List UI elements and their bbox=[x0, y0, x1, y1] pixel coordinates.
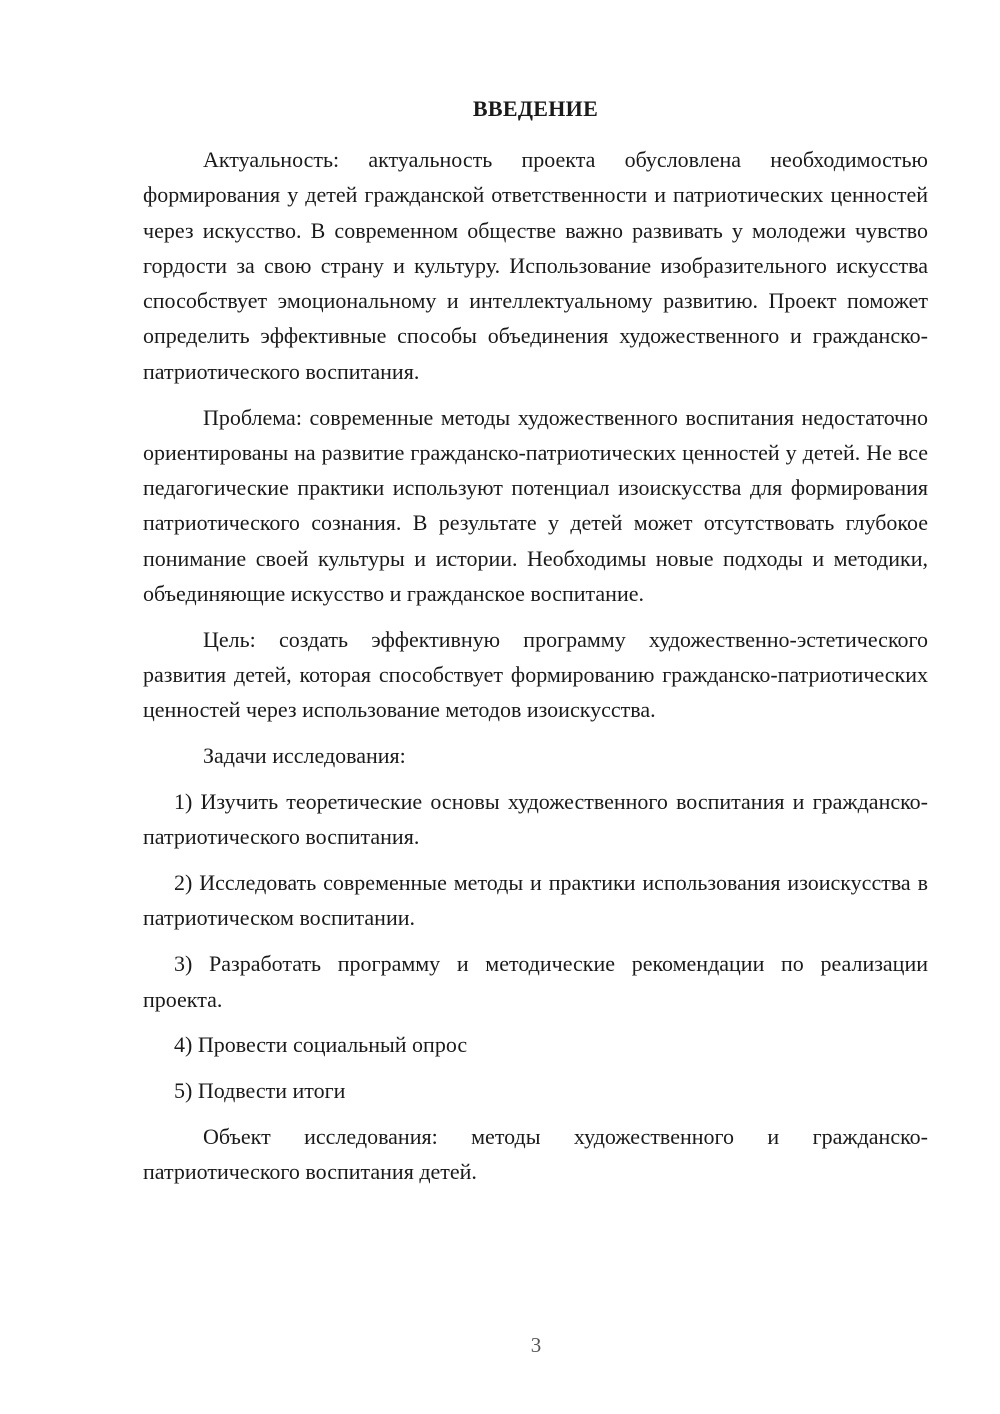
task-item-1: 1) Изучить теоретические основы художественного воспитания и гражданско-патриотического воспитания. bbox=[143, 789, 928, 850]
problem-paragraph: Проблема: современные методы художественного воспитания недостаточно ориентированы на развитие гражданско-патриотических ценностей у детей. Не все педагогические практики используют потенциал изоискусства для формирования патриотического сознания. В результате у детей может отсутствовать глубокое понимание своей культуры и истории. Необходимы новые подходы и методики, объединяющие искусство и гражданское воспитание. bbox=[143, 404, 928, 607]
section-heading: ВВЕДЕНИЕ bbox=[472, 96, 599, 121]
relevance-paragraph: Актуальность: актуальность проекта обусловлена необходимостью формирования у детей гражданской ответственности и патриотических ценностей через искусство. В современном обществе важно развивать у молодежи чувство гордости за свою страну и культуру. Использование изобразительного искусства способствует эмоциональному и интеллектуальному развитию. Проект поможет определить эффективные способы объединения художественного и гражданско-патриотического воспитания. bbox=[143, 147, 928, 384]
task-item-2: 2) Исследовать современные методы и практики использования изоискусства в патриотическом воспитании. bbox=[143, 870, 928, 931]
body-text bbox=[143, 142, 928, 1200]
task-item-4: 4) Провести социальный опрос bbox=[174, 1032, 468, 1058]
tasks-heading: Задачи исследования: bbox=[203, 743, 406, 769]
object-paragraph: Объект исследования: методы художественного и гражданско-патриотического воспитания детей. bbox=[143, 1123, 928, 1185]
page-number: 3 bbox=[530, 1333, 542, 1357]
task-item-5: 5) Подвести итоги bbox=[174, 1078, 346, 1104]
goal-paragraph: Цель: создать эффективную программу художественно-эстетического развития детей, которая способствует формированию гражданско-патриотических ценностей через использование методов изоискусства. bbox=[143, 626, 928, 723]
task-item-3: 3) Разработать программу и методические рекомендации по реализации проекта. bbox=[143, 951, 928, 1012]
